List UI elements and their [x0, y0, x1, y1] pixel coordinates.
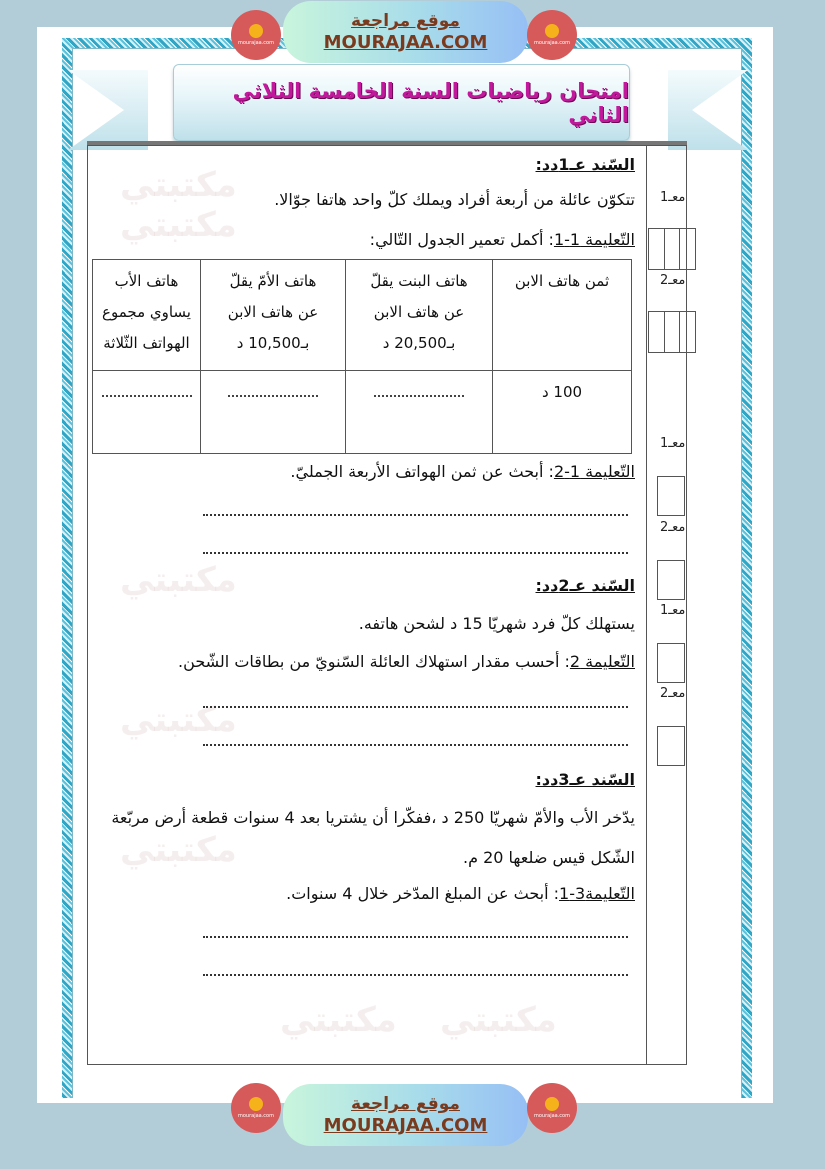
page-title: امتحان رياضيات السنة الخامسة الثلاثي الثاني [232, 78, 629, 127]
mother-phone-answer[interactable] [201, 371, 346, 454]
section1-instruction2 [290, 462, 635, 481]
section3-statement-line1: يدّخر الأب والأمّ شهريّا 250 د ،ففكّرا أن يشتريا بعد 4 سنوات قطعة أرض مربّعة [111, 808, 635, 827]
mark-box[interactable] [657, 560, 685, 600]
site-domain: MOURAJAA.COM [323, 32, 488, 53]
watermark: مكتبتي [120, 700, 237, 740]
mark-box[interactable] [657, 726, 685, 766]
mark-box[interactable] [657, 643, 685, 683]
section1-instruction [370, 230, 635, 249]
watermark: مكتبتي [280, 1000, 397, 1040]
logo-icon [545, 1097, 559, 1111]
section1-heading: السّند عـ1دد: [535, 155, 635, 174]
instruction-text: : أحسب مقدار استهلاك العائلة السّنويّ من بطاقات الشّحن. [178, 652, 570, 671]
site-name-arabic: موقع مراجعة [351, 11, 460, 31]
answer-line[interactable] [203, 514, 628, 516]
answer-line[interactable] [203, 974, 628, 976]
logo-icon [545, 24, 559, 38]
table-header-cell: هاتف البنت يقلّ عن هاتف الابن بـ20,500 د [346, 260, 493, 371]
mark-box[interactable] [657, 476, 685, 516]
watermark: مكتبتي [120, 205, 237, 245]
section2-heading: السّند عـ2دد: [535, 576, 635, 595]
watermark: مكتبتي [120, 830, 237, 870]
mark-box[interactable] [648, 228, 696, 270]
title-banner [173, 64, 630, 141]
site-link-badge[interactable] [283, 1, 528, 63]
watermark: مكتبتي [440, 1000, 557, 1040]
logo-icon [249, 1097, 263, 1111]
table-header-row [93, 260, 632, 371]
watermark: مكتبتي [120, 165, 237, 205]
phones-table [92, 259, 632, 454]
site-name-arabic: موقع مراجعة [351, 1094, 460, 1114]
answer-line[interactable] [203, 706, 628, 708]
mark-label-1: معـ1 [660, 603, 686, 618]
instruction-text: : أكمل تعمير الجدول التّالي: [369, 230, 554, 249]
section2-statement: يستهلك كلّ فرد شهريّا 15 د لشحن هاتفه. [358, 614, 635, 633]
father-phone-answer[interactable] [93, 371, 201, 454]
mark-label-2: معـ2 [660, 273, 686, 288]
mark-box[interactable] [648, 311, 696, 353]
table-header-cell: هاتف الأب يساوي مجموع الهواتف الثّلاثة [93, 260, 201, 371]
section2-instruction [178, 652, 635, 671]
site-logo-badge[interactable]: mourajaa.com [231, 10, 281, 60]
instruction-label: التّعليمة 1-2 [553, 462, 635, 481]
table-header-cell: ثمن هاتف الابن [493, 260, 632, 371]
instruction-label: التّعليمة 2 [569, 652, 635, 671]
site-logo-badge[interactable]: mourajaa.com [527, 10, 577, 60]
site-logo-badge[interactable]: mourajaa.com [527, 1083, 577, 1133]
section3-heading: السّند عـ3دد: [535, 770, 635, 789]
daughter-phone-answer[interactable] [346, 371, 493, 454]
son-phone-price: 100 د [493, 371, 632, 454]
instruction-label: التّعليمة3-1 [559, 884, 635, 903]
site-link-badge[interactable] [283, 1084, 528, 1146]
section3-instruction [286, 884, 635, 903]
logo-icon [249, 24, 263, 38]
mark-label-1: معـ1 [660, 436, 686, 451]
table-header-cell: هاتف الأمّ يقلّ عن هاتف الابن بـ10,500 د [201, 260, 346, 371]
mark-label-2: معـ2 [660, 686, 686, 701]
instruction-label: التّعليمة 1-1 [553, 230, 635, 249]
instruction-text: : أبحث عن المبلغ المدّخر خلال 4 سنوات. [286, 884, 560, 903]
site-domain: MOURAJAA.COM [323, 1115, 488, 1136]
answer-line[interactable] [203, 552, 628, 554]
table-row [93, 371, 632, 454]
answer-line[interactable] [203, 744, 628, 746]
section1-statement: تتكوّن عائلة من أربعة أفراد ويملك كلّ واحد هاتفا جوّالا. [274, 190, 635, 209]
watermark: مكتبتي [120, 560, 237, 600]
mark-label-2: معـ2 [660, 520, 686, 535]
section3-statement-line2: الشّكل قيس ضلعها 20 م. [463, 848, 635, 867]
instruction-text: : أبحث عن ثمن الهواتف الأربعة الجمليّ. [290, 462, 554, 481]
mark-label-1: معـ1 [660, 190, 686, 205]
site-logo-badge[interactable]: mourajaa.com [231, 1083, 281, 1133]
answer-line[interactable] [203, 936, 628, 938]
